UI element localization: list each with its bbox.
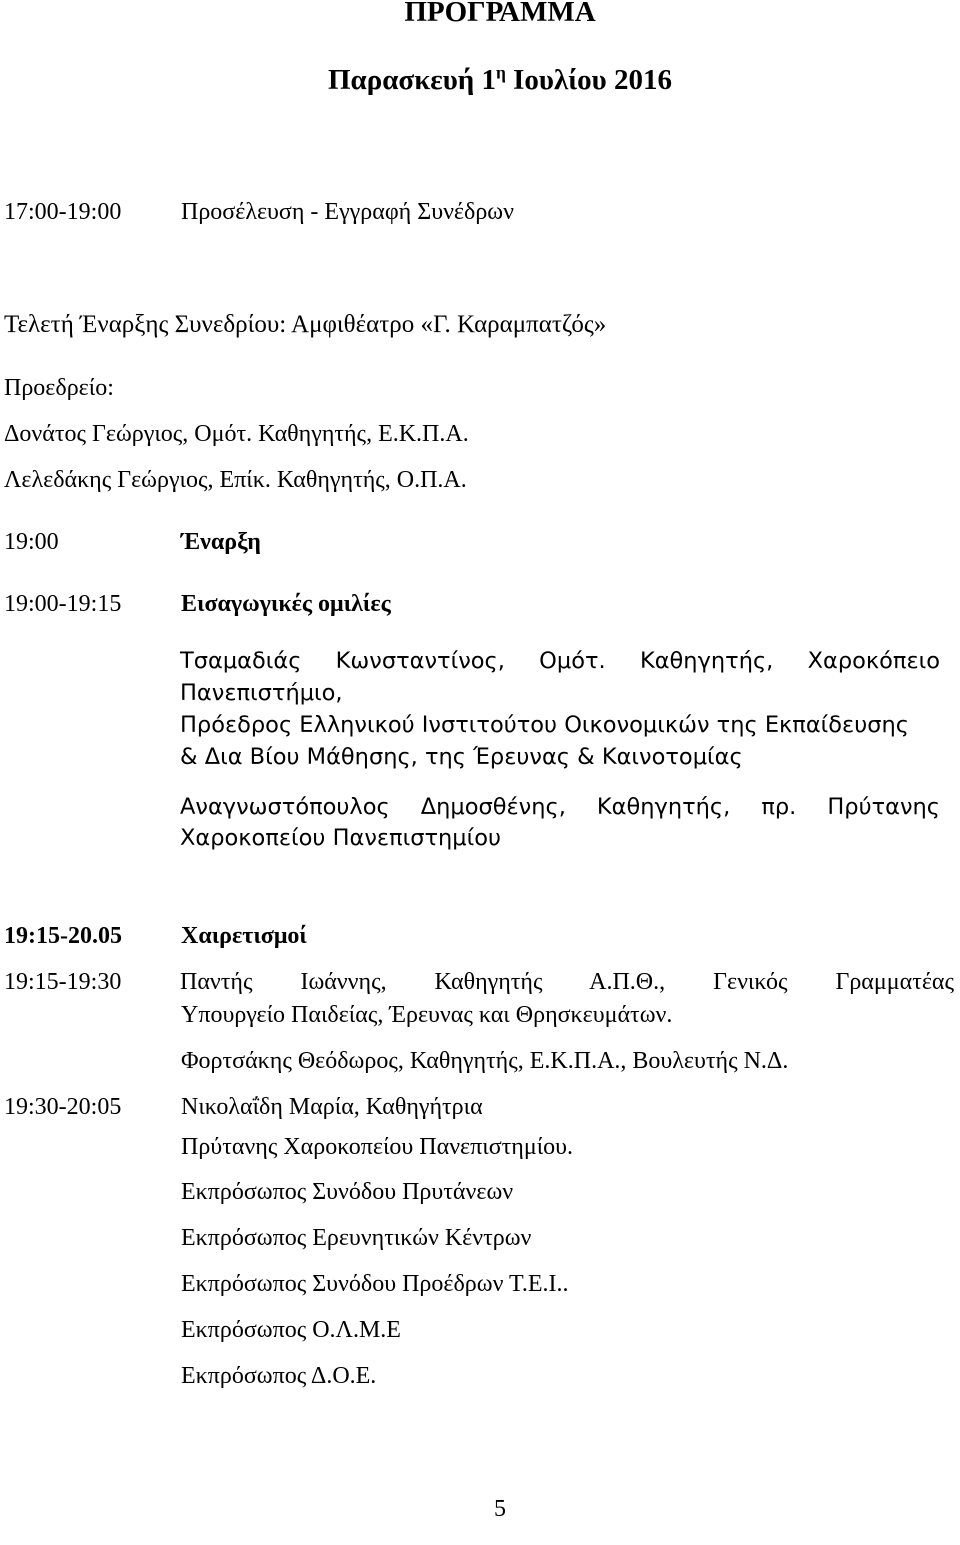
intro-speaker-line: Πρόεδρος Ελληνικού Ινστιτούτου Οικονομικών της Εκπαίδευσης (180, 712, 909, 738)
intro-time: 19:00-19:15 (4, 591, 122, 617)
greetings-speaker-line: Εκπρόσωπος Δ.Ο.Ε. (181, 1363, 377, 1389)
presidium-member: Λελεδάκης Γεώργιος, Επίκ. Καθηγητής, Ο.Π.Α. (4, 467, 467, 493)
greetings-speaker-line: Εκπρόσωπος Ο.Λ.Μ.Ε (181, 1317, 401, 1343)
greetings-speaker-line: Υπουργείο Παιδείας, Έρευνας και Θρησκευμάτων. (181, 1002, 673, 1028)
opening-time: 19:00 (4, 529, 59, 555)
page-number: 5 (494, 1496, 506, 1522)
presidium-member: Δονάτος Γεώργιος, Ομότ. Καθηγητής, Ε.Κ.Π.Α. (4, 421, 469, 447)
intro-speaker-line: Χαροκοπείου Πανεπιστημίου (180, 825, 501, 851)
greetings-speaker-line: Φορτσάκης Θεόδωρος, Καθηγητής, Ε.Κ.Π.Α., Βουλευτής Ν.Δ. (181, 1048, 789, 1074)
page-title: ΠΡΟΓΡΑΜΜΑ (404, 0, 596, 28)
program-date: Παρασκευή $1^\eta$ Ιουλίου 2016 (327, 62, 672, 96)
ceremony-heading: Τελετή Έναρξης Συνεδρίου: Αμφιθέατρο «Γ. Καραμπατζός» (4, 311, 607, 338)
greetings-time: 19:15-20.05 (4, 923, 122, 949)
intro-label: Εισαγωγικές ομιλίες (181, 591, 391, 617)
greetings-speaker-line: Εκπρόσωπος Ερευνητικών Κέντρων (181, 1225, 532, 1251)
greetings-speaker-line: Πρύτανης Χαροκοπείου Πανεπιστημίου. (181, 1134, 574, 1160)
greetings-speaker-line: Εκπρόσωπος Συνόδου Προέδρων Τ.Ε.Ι.. (181, 1271, 569, 1297)
registration-time: 17:00-19:00 (4, 199, 122, 225)
greetings-slot-time: 19:30-20:05 (4, 1094, 122, 1120)
greetings-label: Χαιρετισμοί (181, 923, 307, 949)
greetings-slot-time: 19:15-19:30 (4, 969, 122, 995)
greetings-speaker-line: Νικολαΐδη Μαρία, Καθηγήτρια (181, 1094, 483, 1120)
intro-speaker-line: Τσαμαδιάς Κωνσταντίνος, Ομότ. Καθηγητής, Χαροκόπειο (180, 648, 940, 674)
intro-speaker-line: Αναγνωστόπουλος Δημοσθένης, Καθηγητής, πρ. Πρύτανης (180, 794, 940, 820)
registration-text: Προσέλευση - Εγγραφή Συνέδρων (181, 199, 514, 225)
intro-speaker-line: & Δια Βίου Μάθησης, της Έρευνας & Καινοτομίας (180, 744, 743, 770)
intro-speaker-line: Πανεπιστήμιο, (180, 680, 343, 706)
presidium-label: Προεδρείο: (4, 375, 114, 401)
opening-label: Έναρξη (181, 529, 261, 555)
greetings-speaker-line: Παντής Ιωάννης, Καθηγητής Α.Π.Θ., Γενικός Γραμματέας (180, 969, 954, 995)
greetings-speaker-line: Εκπρόσωπος Συνόδου Πρυτάνεων (181, 1179, 514, 1205)
